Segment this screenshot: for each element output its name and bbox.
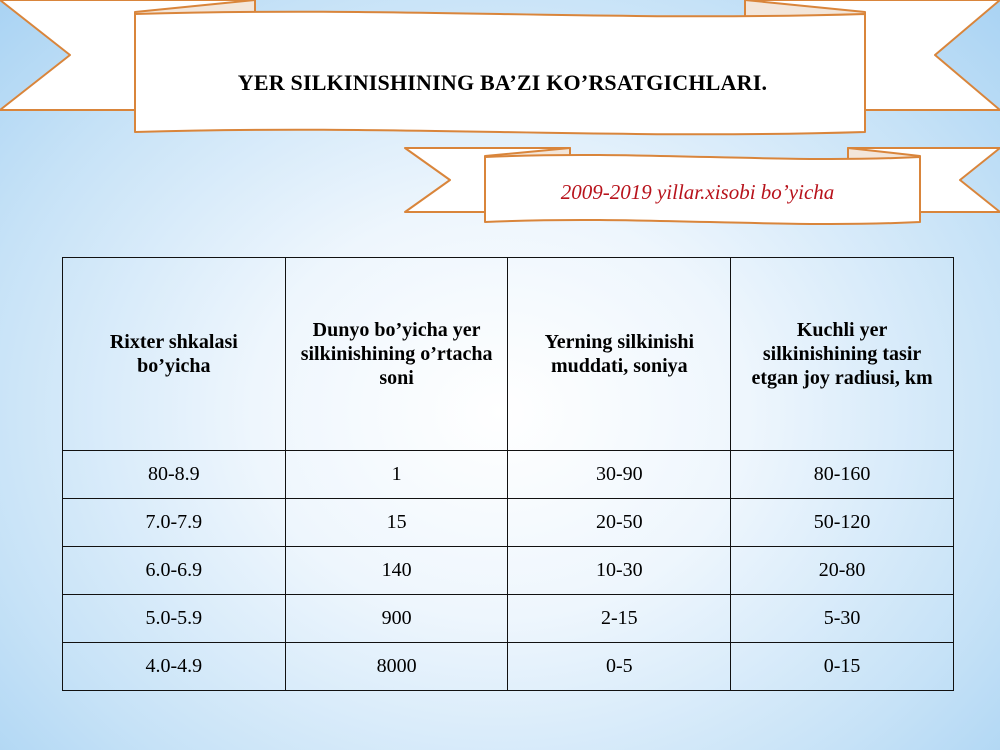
cell-count: 1 [285,451,508,499]
cell-radius: 20-80 [731,547,954,595]
cell-richter: 7.0-7.9 [63,499,286,547]
cell-duration: 2-15 [508,595,731,643]
cell-radius: 80-160 [731,451,954,499]
cell-radius: 0-15 [731,643,954,691]
header-duration-seconds: Yerning silkinishi muddati, soniya [508,258,731,451]
table-row [63,451,954,499]
slide-subtitle: 2009-2019 yillar.xisobi bo’yicha [560,180,835,204]
header-world-average-count: Dunyo bo’yicha yer silkinishining o’rtacha soni [285,258,508,451]
slide-title: YER SILKINISHINING BA’ZI KO’RSATGICHLARI. [237,70,768,95]
cell-duration: 10-30 [508,547,731,595]
cell-duration: 0-5 [508,643,731,691]
cell-radius: 5-30 [731,595,954,643]
cell-richter: 4.0-4.9 [63,643,286,691]
cell-radius: 50-120 [731,499,954,547]
header-richter-scale: Rixter shkalasi bo’yicha [63,258,286,451]
cell-richter: 80-8.9 [63,451,286,499]
header-impact-radius-km: Kuchli yer silkinishining tasir etgan joy radiusi, km [731,258,954,451]
cell-count: 900 [285,595,508,643]
cell-richter: 5.0-5.9 [63,595,286,643]
table-header-row [63,258,954,451]
cell-richter: 6.0-6.9 [63,547,286,595]
table-row [63,595,954,643]
cell-count: 15 [285,499,508,547]
cell-duration: 20-50 [508,499,731,547]
table-row [63,643,954,691]
earthquake-stats-table [62,257,954,691]
cell-count: 8000 [285,643,508,691]
table-row [63,499,954,547]
table-row [63,547,954,595]
cell-count: 140 [285,547,508,595]
cell-duration: 30-90 [508,451,731,499]
